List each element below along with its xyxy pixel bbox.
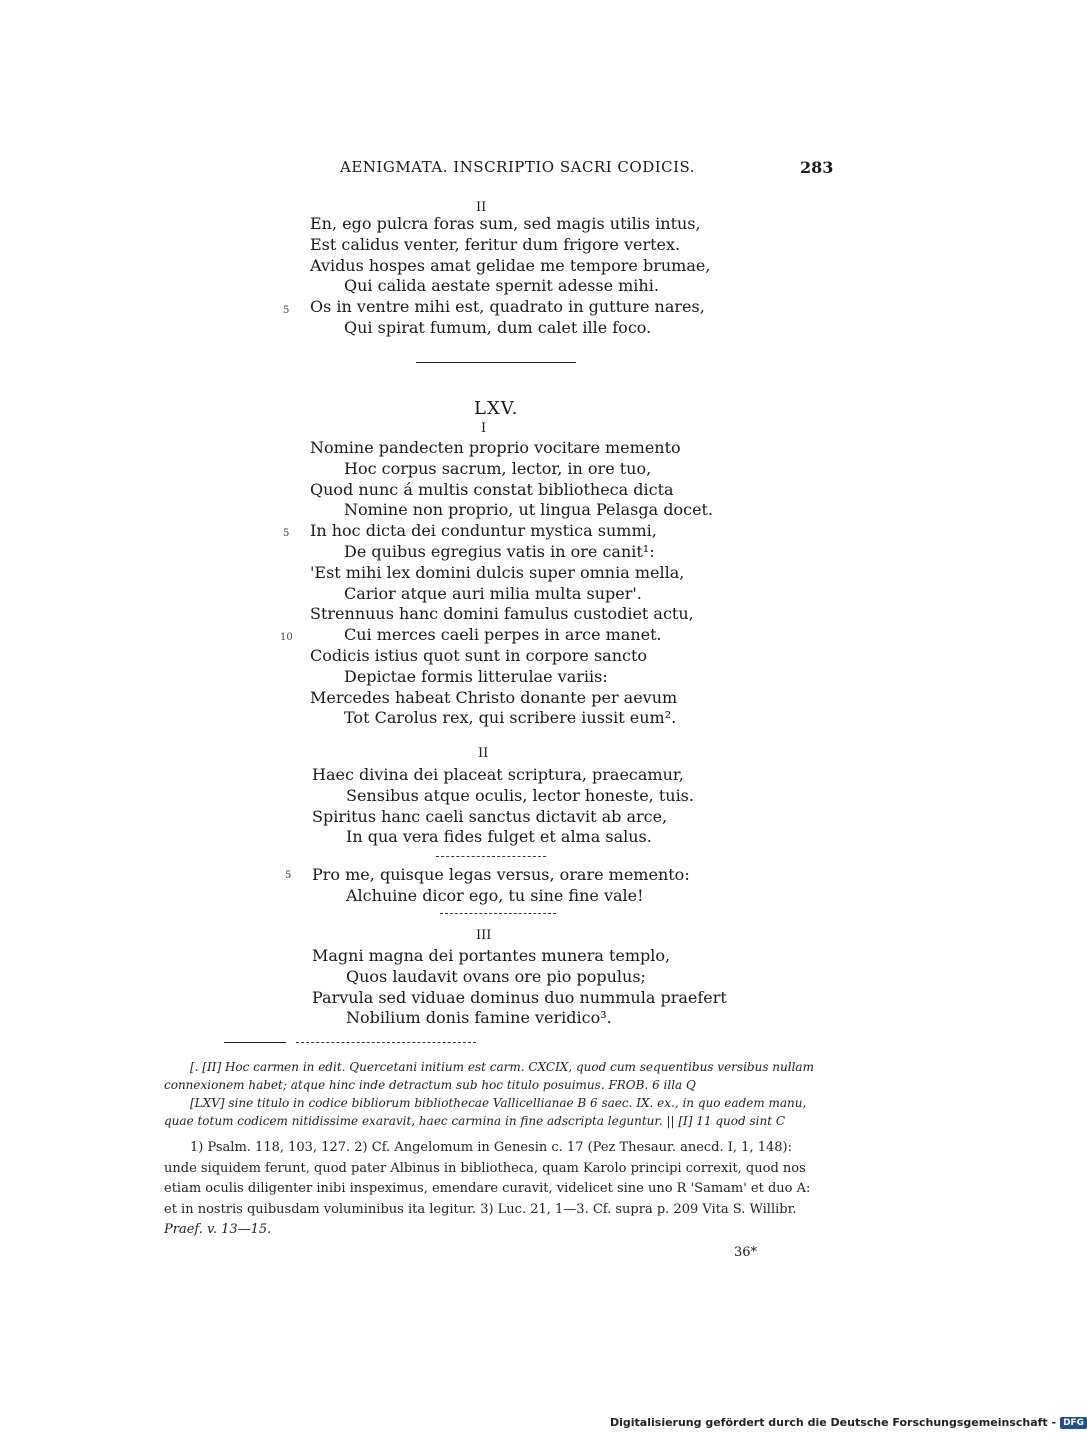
verse-line: 'Est mihi lex domini dulcis super omnia mella, [310,562,685,582]
footnote-line: unde siquidem ferunt, quod pater Albinus in bibliotheca, quam Karolo principi correxit, quod nos [164,1160,806,1176]
line-marker: 10 [280,632,293,643]
apparatus-line: [. [II] Hoc carmen in edit. Quercetani initium est carm. CXCIX, quod cum sequentibus versibus nullam [190,1060,814,1074]
verse-line: Os in ventre mihi est, quadrato in gutture nares, [310,297,705,317]
digitization-credit [610,1416,1087,1429]
verse-line: In hoc dicta dei conduntur mystica summi, [310,521,657,541]
verse-line: Nomine pandecten proprio vocitare memento [310,438,681,457]
section-numeral: III [476,928,492,943]
footnote-line: 1) Psalm. 118, 103, 127. 2) Cf. Angelomum in Genesin c. 17 (Pez Thesaur. anecd. I, 1, 148): [190,1140,792,1155]
credit-text: Digitalisierung gefördert durch die Deutsche Forschungsgemeinschaft - [610,1416,1057,1429]
apparatus-line: [LXV] sine titulo in codice bibliorum bibliothecae Vallicellianae B 6 saec. IX. ex., in quo eadem manu, [190,1096,807,1110]
verse-line: En, ego pulcra foras sum, sed magis utilis intus, [310,214,701,233]
verse-line: Quod nunc á multis constat bibliotheca dicta [310,479,674,499]
verse-line: De quibus egregius vatis in ore canit¹: [344,541,655,561]
critical-apparatus [164,1058,814,1130]
footnote-line: et in nostris quibusdam voluminibus ita legitur. 3) Luc. 21, 1—3. Cf. supra p. 209 Vita S. Willibr. [164,1201,797,1217]
verse-line: Nomine non proprio, ut lingua Pelasga docet. [344,500,714,520]
verse-line: Magni magna dei portantes munera templo, [312,946,671,965]
poem-block [310,214,710,339]
line-marker: 5 [283,305,290,316]
footnote-line: Praef. v. 13—15. [164,1222,272,1237]
verse-line: Alchuine dicor ego, tu sine fine vale! [346,885,644,905]
line-marker: 5 [285,870,292,881]
page-number: 283 [800,158,834,177]
section-numeral: II [478,746,489,761]
verse-line: Hoc corpus sacrum, lector, in ore tuo, [344,458,652,478]
running-title: AENIGMATA. INSCRIPTIO SACRI CODICIS. [340,158,696,176]
verse-line: Cui merces caeli perpes in arce manet. [344,625,662,645]
footnotes [164,1138,810,1241]
poem-block [312,765,694,848]
verse-line: Nobilium donis famine veridico³. [346,1008,612,1028]
signature-mark: 36* [734,1245,758,1260]
verse-line: Avidus hospes amat gelidae me tempore brumae, [310,255,711,275]
apparatus-line: quae totum codicem nitidissime exaravit, haec carmina in fine adscripta leguntur. || [I] 11 quod sint C [164,1114,786,1128]
verse-line: Qui spirat fumum, dum calet ille foco. [344,317,652,337]
stanza-divider [440,913,556,914]
verse-line: Parvula sed viduae dominus duo nummula praefert [312,987,727,1007]
verse-line: Tot Carolus rex, qui scribere iussit eum². [344,708,677,728]
verse-line: Quos laudavit ovans ore pio populus; [346,966,646,986]
notes-rule-tail [296,1042,476,1043]
section-numeral: I [481,421,487,436]
verse-line: Depictae formis litterulae variis: [344,666,608,686]
poem-block [312,946,727,1029]
section-numeral: II [476,200,487,215]
footnote-line: etiam oculis diligenter inibi inspeximus, emendare curavit, videlicet sine uno R 'Samam' et duo A: [164,1181,811,1196]
notes-rule [224,1042,286,1043]
verse-line: Strennuus hanc domini famulus custodiet actu, [310,604,694,624]
section-divider [416,362,576,363]
poem-block [310,438,713,729]
line-marker: 5 [283,528,290,539]
verse-line: Codicis istius quot sunt in corpore sancto [310,645,648,665]
verse-line: Est calidus venter, feritur dum frigore vertex. [310,234,681,254]
stanza-divider [436,856,546,857]
apparatus-line: connexionem habet; atque hinc inde detractum sub hoc titulo posuimus. FROB. 6 illa Q [164,1078,696,1092]
verse-line: Haec divina dei placeat scriptura, praecamur, [312,765,684,784]
dfg-logo[interactable]: DFG [1060,1417,1087,1429]
verse-line: Spiritus hanc caeli sanctus dictavit ab arce, [312,806,668,826]
poem-title: LXV. [474,398,519,419]
verse-line: Carior atque auri milia multa super'. [344,583,642,603]
verse-line: Mercedes habeat Christo donante per aevum [310,687,678,707]
verse-line: Qui calida aestate spernit adesse mihi. [344,276,659,296]
verse-line: Sensibus atque oculis, lector honeste, tuis. [346,785,694,805]
poem-block [312,865,690,907]
verse-line: In qua vera fides fulget et alma salus. [346,827,652,847]
verse-line: Pro me, quisque legas versus, orare memento: [312,865,690,884]
